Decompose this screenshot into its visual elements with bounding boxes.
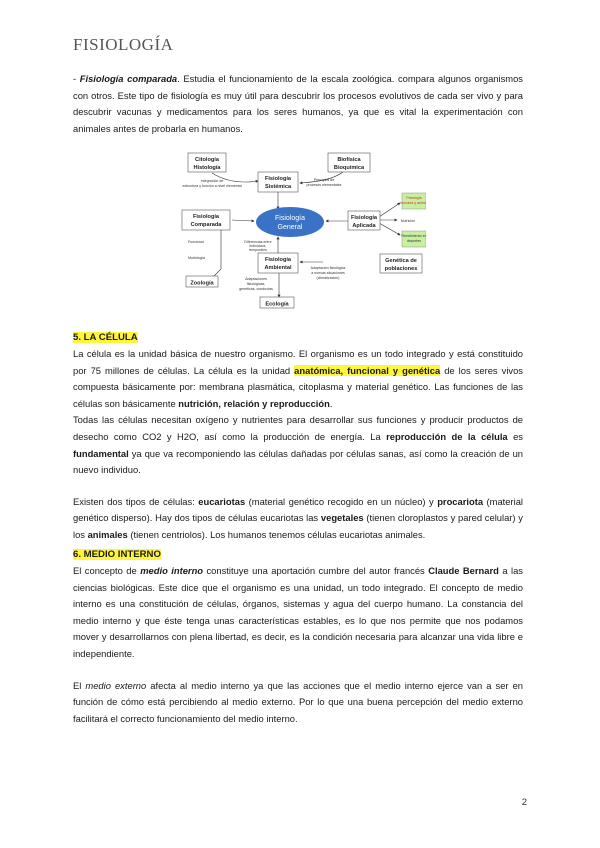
physiology-diagram [176, 147, 426, 309]
node-comparada-1: Fisiología [192, 214, 220, 220]
node-sistemica-2: Sistémica [264, 184, 292, 190]
node-zoologia: Zoología [190, 280, 214, 287]
note-procesos-1: Principios de [313, 178, 335, 182]
note-integracion-1: Integración de [200, 179, 224, 183]
note-funcional: Funcional [188, 240, 204, 244]
intro-section [73, 71, 523, 137]
section-5-heading: 5. LA CÉLULA [73, 332, 138, 343]
node-genetica-1: Genética de [385, 258, 417, 264]
node-comparada-2: Comparada [190, 222, 222, 228]
note-adaptacion-1: Adaptación fisiológica [310, 266, 346, 270]
note-morfologia: Morfología [188, 256, 205, 260]
node-aplicada-2: Aplicada [352, 223, 376, 229]
note-rendimiento-2: deportes [407, 239, 421, 243]
cell-paragraph-2: Todas las células necesitan oxígeno y nutrientes para desarrollar sus funciones y producir productos de desecho como CO2 y H2O, así como la producción de energía. La reproducción de la célula es fundamental ya que va recomponiendo las células dañadas por células sanas, así como la creación de un nuevo individuo. [73, 414, 523, 476]
page-number: 2 [521, 797, 527, 808]
node-sistemica-1: Fisiología [264, 176, 292, 182]
section-cell [73, 327, 523, 544]
note-integracion-2: estructura y función a nivel elemental [182, 184, 242, 188]
note-diferencias-2: individuos, [249, 244, 267, 248]
note-patologia-1: Patología [406, 196, 422, 200]
center-label-2: General [277, 224, 303, 231]
section-6-heading: 6. MEDIO INTERNO [73, 549, 161, 560]
note-patologia-2: humana y animal [400, 201, 426, 205]
internal-paragraph-2: El medio externo afecta al medio interno ya que las acciones que el medio interno ejerce van a ser en función de cómo está percibiendo al medio externo. Por lo que una buena percepción del medio externo facilitará el correcto funcionamiento del medio interno. [73, 679, 523, 724]
node-ambiental-2: Ambiental [264, 265, 292, 271]
node-aplicada-1: Fisiología [350, 215, 378, 221]
cell-paragraph-1: La célula es la unidad básica de nuestro organismo. El organismo es un todo integrado y está constituido por 75 millones de células. La célula es la unidad anatómica, funcional y genética de los seres vivos compuesta básicamente por: membrana plasmática, citoplasma y material genético. Las funciones de las células son básicamente nutrición, relación y reproducción. [73, 348, 523, 409]
note-diferencias-1: Diferencias entre [244, 240, 272, 244]
note-adaptaciones-2: fisiológicas, [246, 282, 266, 286]
note-adaptaciones-3: genéticas, conductas [239, 287, 273, 291]
note-procesos-2: procesos elementales [306, 183, 342, 187]
node-citologia-1: Citología [195, 157, 219, 163]
node-ambiental-1: Fisiología [264, 257, 292, 263]
note-nutricion: Nutrición [400, 219, 416, 223]
note-diferencias-3: temporales [249, 248, 267, 252]
center-ellipse [256, 207, 324, 237]
note-adaptacion-3: (climatización) [316, 276, 340, 280]
note-adaptaciones-1: Adaptaciones [245, 277, 267, 281]
node-bioquimica-1: Biofísica [337, 157, 361, 163]
note-adaptacion-2: a nuevas situaciones [311, 271, 345, 275]
node-citologia-2: Histología [193, 165, 221, 171]
node-bioquimica-2: Bioquímica [333, 165, 365, 171]
node-ecologia: Ecología [265, 301, 289, 308]
document-header: FISIOLOGÍA [73, 35, 174, 54]
highlight-anatomica: anatómica, funcional y genética [294, 364, 441, 376]
intro-paragraph: - Fisiología comparada. Estudia el funcionamiento de la escala zoológica. compara algunos organismos con otros. Este tipo de fisiología es muy útil para descubrir los procesos evolutivos de cada ser vivo y para descubrir vacunas y medicamentos para los seres humanos, ya que es vital la experimentación con animales antes de probarla en humanos. [73, 73, 523, 134]
node-genetica-2: poblaciones [384, 266, 418, 272]
intro-term: Fisiología comparada [79, 73, 178, 84]
center-label-1: Fisiología [275, 215, 305, 222]
note-rendimiento-1: Rendimiento en [401, 234, 426, 238]
cell-paragraph-3: Existen dos tipos de células: eucariotas (material genético recogido en un núcleo) y procariota (material genético disperso). Hay dos tipos de células eucariotas las vegetales (tienen cloroplastos y pared celular) y los animales (tienen centriolos). Los humanos tenemos células eucariotas animales. [73, 495, 523, 540]
diagram-svg [176, 147, 426, 309]
internal-paragraph-1: El concepto de medio interno constituye una aportación cumbre del autor francés Claude Bernard a las ciencias biológicas. Este dice que el organismo es una unidad, un todo integrado. El concepto de medio interno es una constitución de células, órganos, sistemas y agua del cuerpo humano. La constancia del medio interno y que éste tenga unas características estables, es lo que nos permite que nos podamos mover y desarrollarnos con plena libertad, es decir, es la condición necesaria para alcanzar una vida libre e independiente. [73, 565, 523, 659]
section-internal-medium [73, 544, 523, 727]
